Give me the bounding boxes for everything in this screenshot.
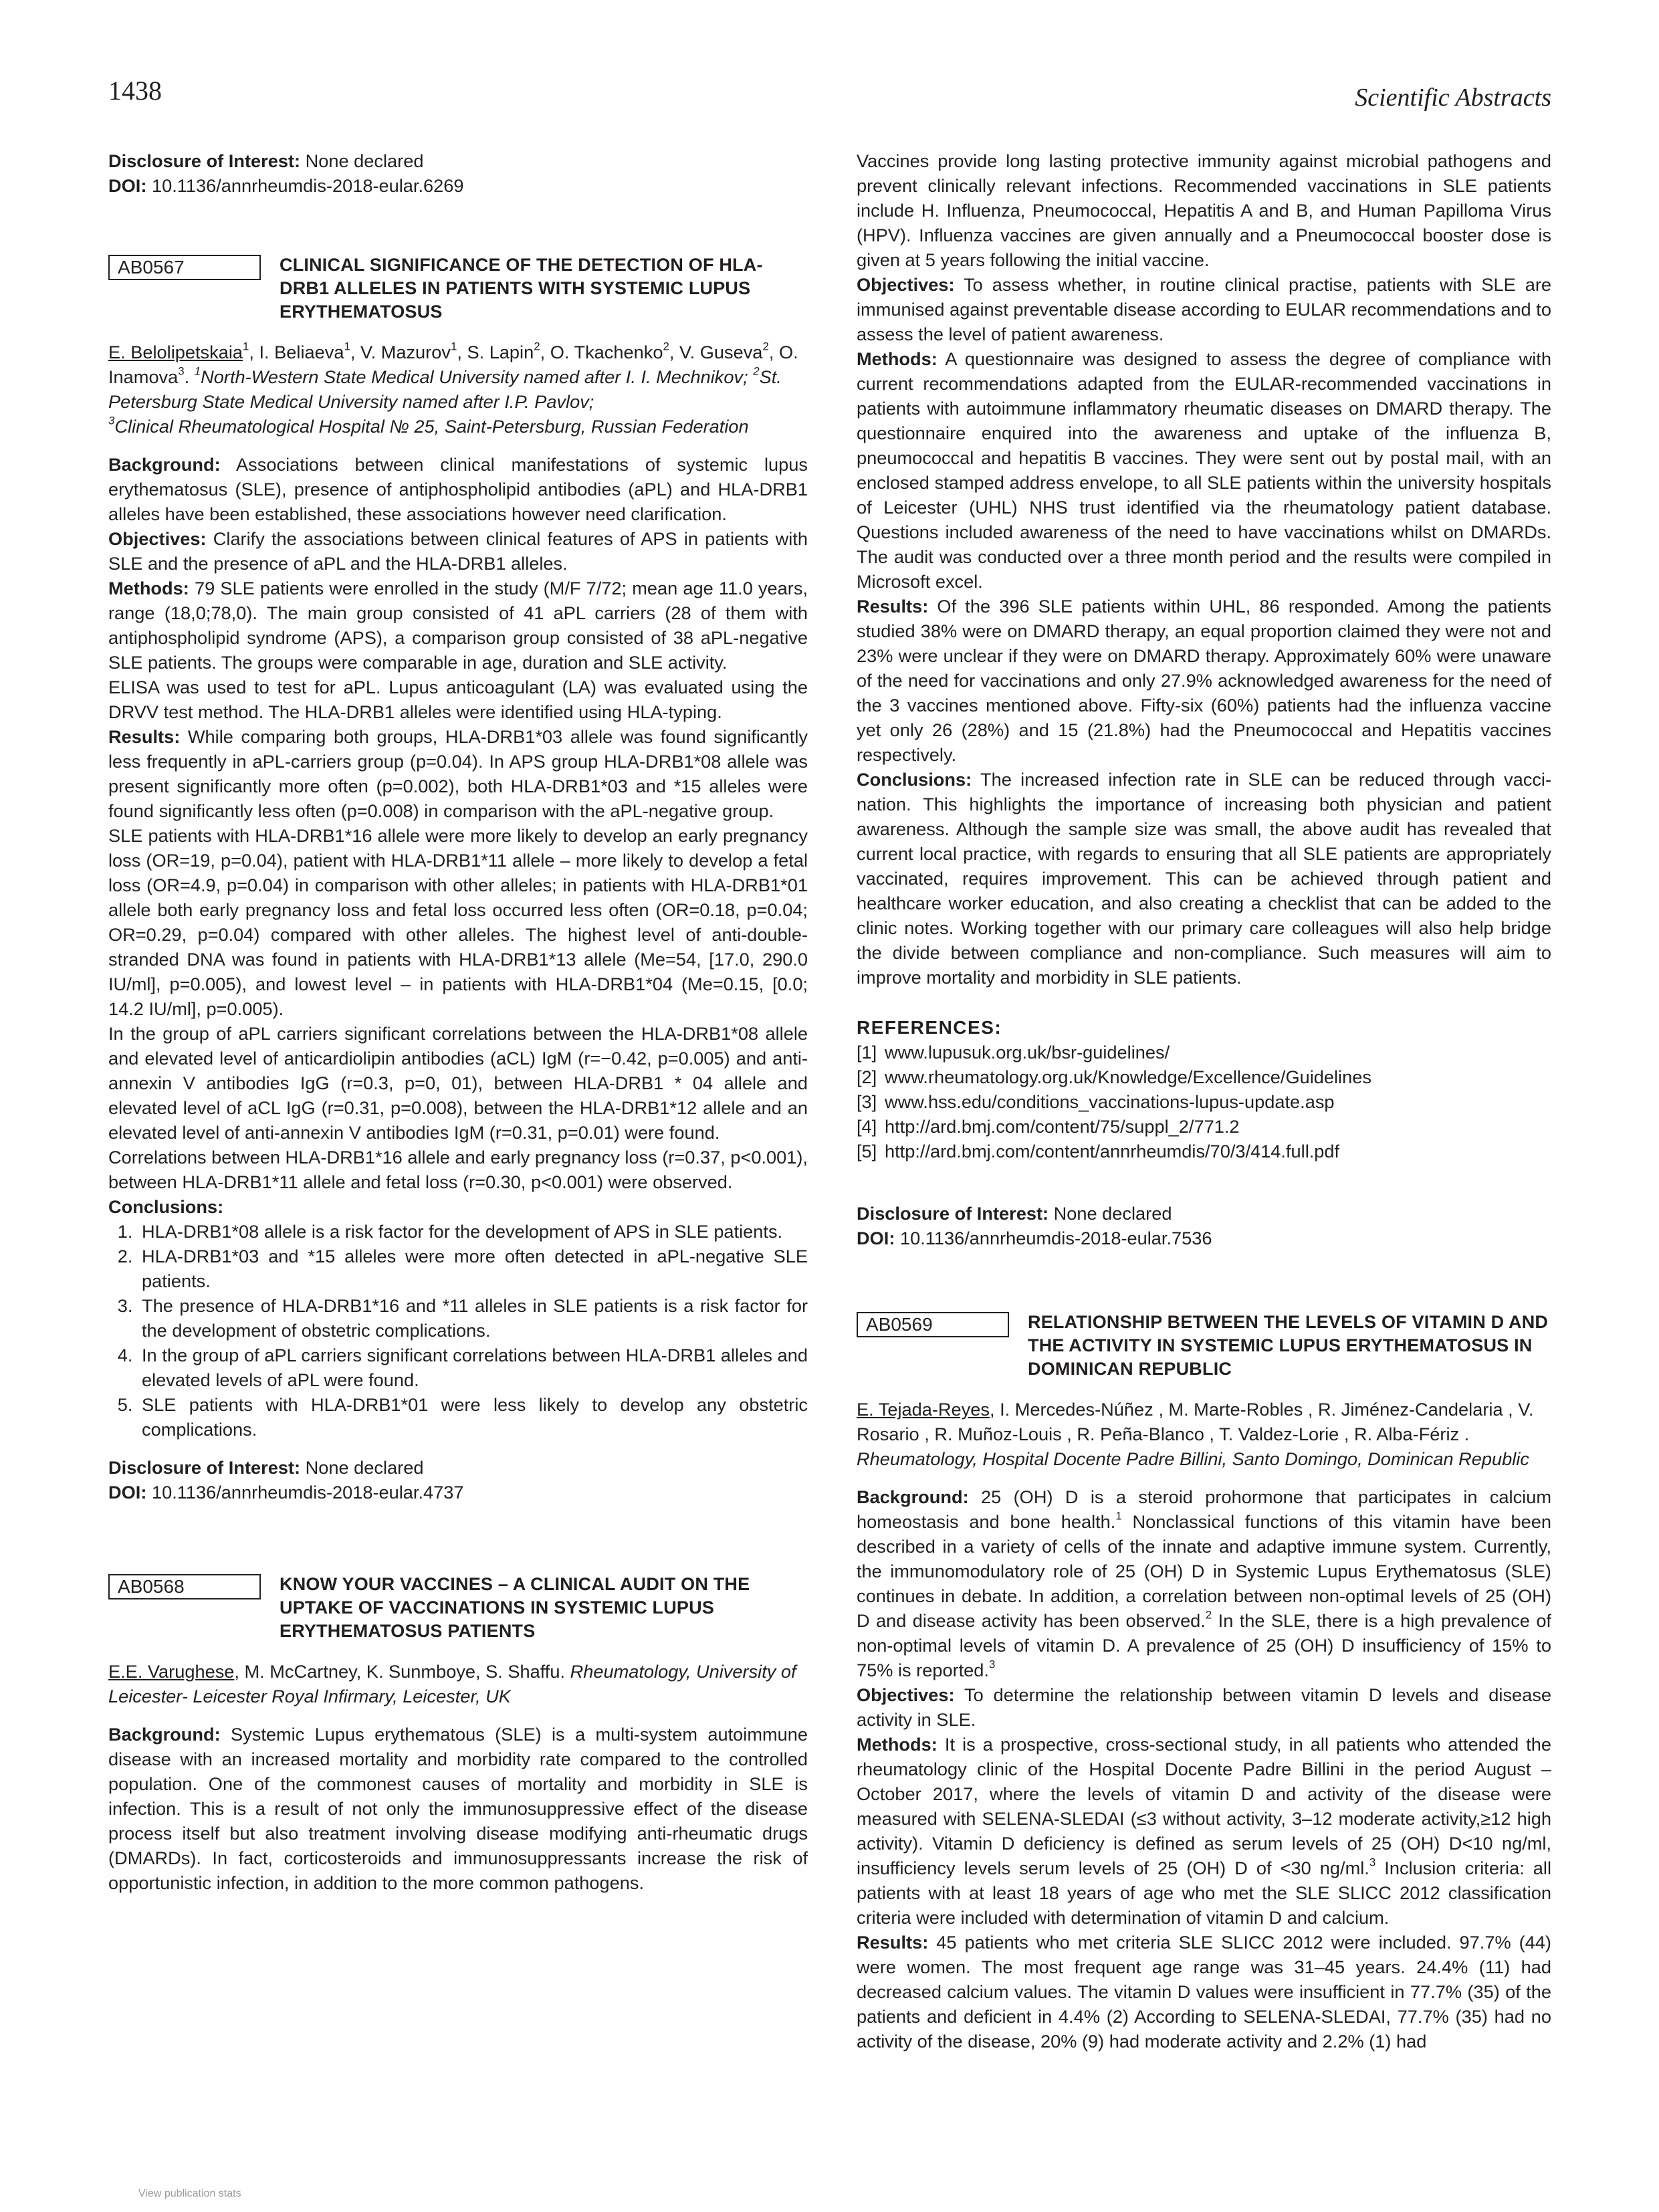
author-list: E. Belolipetskaia$^1$, I. Beliaeva$^1$, V. Mazurov$^1$, S. Lapin$^2$, O. Tkachenko$^2$, V. Guseva$^2$, O. Inamova$^3$. $^1$North-Western State Medical University named after I. I. Mechnikov; $^2$St. Petersburg State Medical University named after I.P. Pavlov; $^3$Clinical Rheumatological Hospital № 25, Saint-Petersburg, Russian Federation	[108, 340, 798, 437]
author-list: E. Tejada-Reyes, I. Mercedes-Núñez , M. Marte-Robles , R. Jiménez-Candelaria , V. Rosario , R. Muñoz-Louis , R. Peña-Blanco , T. Valdez-Lorie , R. Alba-Fériz . Rheumatology, Hospital Docente Padre Billini, Santo Domingo, Dominican Republic	[857, 1399, 1534, 1469]
right-column	[857, 148, 1551, 2054]
prev-disclosure: Disclosure of Interest: None declared	[108, 150, 424, 171]
objectives-section: Objectives: Clarify the associations between clinical features of APS in patients with SLE and the presence of aPL and the HLA-DRB1 alleles.	[108, 528, 808, 574]
doi: DOI: 10.1136/annrheumdis-2018-eular.7536	[857, 1228, 1212, 1248]
methods-paragraph-2: ELISA was used to test for aPL. Lupus anticoagulant (LA) was evaluated using the DRVV test method. The HLA-DRB1 alleles were identified using HLA-typing.	[108, 677, 808, 722]
conclusion-item: 5. SLE patients with HLA-DRB1*01 were less likely to develop any obstetric complications.	[138, 1392, 808, 1442]
background-section: Background: Associations between clinical manifestations of systemic lupus erythematosus (SLE), presence of antiphospholipid antibodies (aPL) and HLA-DRB1 alleles have been established, these associations however need clarification.	[108, 454, 808, 524]
objectives-section: Objectives: To determine the relationship between vitamin D levels and disease activity in SLE.	[857, 1684, 1551, 1730]
abstract-title: CLINICAL SIGNIFICANCE OF THE DETECTION OF HLA-DRB1 ALLELES IN PATIENTS WITH SYSTEMIC LUPUS ERYTHEMATOSUS	[280, 255, 763, 322]
reference-link[interactable]: http://ard.bmj.com/content/75/suppl_2/771.2	[885, 1116, 1240, 1137]
results-section: Results: Of the 396 SLE patients within UHL, 86 responded. Among the patients studied 38% were on DMARD therapy, an equal proportion claimed they were not and 23% were unclear if they were on DMARD therapy. Approximately 60% were unaware of the need for vaccinations and only 27.9% acknowledged awareness for the need of the 3 vaccines mentioned above. Fifty-six (60%) patients had the influenza vaccine yet only 26 (28%) and 15 (21.8%) had the Pneumococcal and Hepatitis vaccines respectively.	[857, 596, 1551, 765]
conclusion-item: 1. HLA-DRB1*08 allele is a risk factor for the development of APS in SLE patients.	[138, 1219, 808, 1244]
affiliations: $^1$North-Western State Medical University named after I. I. Mechnikov; $^2$St. Petersburg State Medical University named after I.P. Pavlov; $^3$Clinical Rheumatological Hospital № 25, Saint-Petersburg, Russian Federation	[108, 364, 782, 437]
abstract-header-ab0569	[857, 1311, 1551, 1381]
disclosure: Disclosure of Interest: None declared	[108, 1457, 424, 1478]
abstract-id: AB0567	[108, 255, 261, 280]
background-section: Background: Systemic Lupus erythematous (SLE) is a multi-system autoimmune disease with an increased mortality and morbidity rate compared to the controlled population. One of the commonest causes of mortality and morbidity in SLE is infection. This is a result of not only the immunosuppressive effect of the disease process itself but also treatment involving disease modifying anti-rheumatic drugs (DMARDs). In fact, corticosteroids and immunosuppressants increase the risk of opportunistic infection, in addition to the more common pathogens.	[108, 1724, 808, 1893]
abstract-title: KNOW YOUR VACCINES – A CLINICAL AUDIT ON THE UPTAKE OF VACCINATIONS IN SYSTEMIC LUPUS ERYTHEMATOSUS PATIENTS	[280, 1574, 750, 1641]
reference-item: [4] http://ard.bmj.com/content/75/suppl_2/771.2	[857, 1114, 1551, 1139]
reference-link[interactable]: www.hss.edu/conditions_vaccinations-lupus-update.asp	[885, 1091, 1335, 1112]
author-list: E.E. Varughese, M. McCartney, K. Sunmboye, S. Shaffu. Rheumatology, University of Leicester- Leicester Royal Infirmary, Leicester, UK	[108, 1661, 796, 1706]
background-paragraph-2: Vaccines provide long lasting protective immunity against microbial pathogens and prevent clinically relevant infections. Recommended vaccinations in SLE patients include H. Influenza, Pneumococcal, Hepatitis A and B, and Human Papilloma Virus (HPV). Influenza vaccines are given annually and a Pneumococcal booster dose is given at 5 years following the initial vaccine.	[857, 150, 1551, 270]
methods-section: Methods: 79 SLE patients were enrolled in the study (M/F 7/72; mean age 11.0 years, range (18,0;78,0). The main group consisted of 41 aPL carriers (28 of them with antiphospholipid syndrome (APS), a comparison group consisted of 38 aPL-negative SLE patients. The groups were comparable in age, duration and SLE activity.	[108, 578, 808, 673]
references-list	[857, 1040, 1551, 1164]
disclosure: Disclosure of Interest: None declared	[857, 1203, 1172, 1224]
conclusion-item: 3. The presence of HLA-DRB1*16 and *11 alleles in SLE patients is a risk factor for the development of obstetric complications.	[138, 1293, 808, 1343]
objectives-section: Objectives: To assess whether, in routine clinical practise, patients with SLE are immunised against preventable disease according to EULAR recommendations and to assess the level of patient awareness.	[857, 274, 1552, 344]
abstract-id: AB0568	[108, 1574, 261, 1599]
view-publication-stats-link[interactable]: View publication stats	[138, 2188, 241, 2199]
left-column	[108, 148, 808, 1895]
running-head: Scientific Abstracts	[1355, 84, 1551, 112]
conclusions-list	[108, 1219, 808, 1442]
methods-section: Methods: It is a prospective, cross-sectional study, in all patients who attended the rheumatology clinic of the Hospital Docente Padre Billini in the period August – October 2017, where the levels of vitamin D and activity of the disease were measured with SELENA-SLEDAI (≤3 without activity, 3–12 moderate activity,≥12 high activity). Vitamin D deficiency is defined as serum levels of 25 (OH) D<10 ng/ml, insufficiency levels serum levels of 25 (OH) D of <30 ng/ml.$^3$ Inclusion criteria: all patients with at least 18 years of age who met the SLE SLICC 2012 classification criteria were included with determination of vitamin D and calcium.	[857, 1734, 1551, 1928]
methods-section: Methods: A questionnaire was designed to assess the degree of compliance with current recommendations adapted from the EULAR-recommended vaccinations in patients with autoimmune inflammatory rheumatic diseases on DMARD therapy. The questionnaire enquired into the awareness and uptake of the influenza B, pneumococcal and hepatitis B vaccines. They were sent out by postal mail, with an enclosed stamped address envelope, to all SLE patients within the university hospitals of Leicester (UHL) NHS trust identified via the rheumatology patient database. Questions included awareness of the need to have vaccinations whilst on DMARDs. The audit was conducted over a three month period and the results were compiled in Microsoft excel.	[857, 348, 1551, 592]
results-section: Results: While comparing both groups, HLA-DRB1*03 allele was found significantly less frequently in aPL-carriers group (p=0.04). In APS group HLA-DRB1*08 allele was present significantly more often (p=0.002), both HLA-DRB1*03 and *15 alleles were found significantly less often (p=0.008) in comparison with the aPL-negative group.	[108, 726, 808, 821]
affiliation: Rheumatology, Hospital Docente Padre Billini, Santo Domingo, Dominican Republic	[857, 1448, 1529, 1469]
abstract-title: RELATIONSHIP BETWEEN THE LEVELS OF VITAMIN D AND THE ACTIVITY IN SYSTEMIC LUPUS ERYTHEMATOSUS IN DOMINICAN REPUBLIC	[1028, 1312, 1549, 1379]
abstract-header-ab0568	[108, 1573, 808, 1643]
references-heading: REFERENCES:	[857, 1017, 1002, 1038]
doi-link[interactable]: 10.1136/annrheumdis-2018-eular.4737	[151, 1482, 464, 1503]
abstract-id: AB0569	[857, 1312, 1009, 1337]
prev-doi: DOI: 10.1136/annrheumdis-2018-eular.6269	[108, 175, 464, 196]
results-section: Results: 45 patients who met criteria SLE SLICC 2012 were included. 97.7% (44) were women. The most frequent age range was 31–45 years. 24.4% (11) had decreased calcium values. The vitamin D values were insufficient in 77.7% (35) of the patients and deficient in 4.4% (2) According to SELENA-SLEDAI, 77.7% (35) had no activity of the disease, 20% (9) had moderate activity and 2.2% (1) had	[857, 1932, 1551, 2052]
conclusions-heading: Conclusions:	[108, 1196, 224, 1217]
doi-link[interactable]: 10.1136/annrheumdis-2018-eular.7536	[899, 1228, 1212, 1248]
doi: DOI: 10.1136/annrheumdis-2018-eular.4737	[108, 1482, 464, 1503]
reference-item: [2] www.rheumatology.org.uk/Knowledge/Excellence/Guidelines	[857, 1065, 1551, 1089]
affiliation: Rheumatology, University of Leicester- Leicester Royal Infirmary, Leicester, UK	[108, 1661, 796, 1706]
results-paragraph-4: Correlations between HLA-DRB1*16 allele and early pregnancy loss (r=0.37, p<0.001), between HLA-DRB1*11 allele and fetal loss (r=0.30, p<0.001) were observed.	[108, 1147, 808, 1192]
results-paragraph-3: In the group of aPL carriers significant correlations between the HLA-DRB1*08 allele and elevated level of anticardiolipin antibodies (aCL) IgM (r=−0.42, p=0.005) and anti-annexin V antibodies IgG (r=0.3, p=0, 01), between HLA-DRB1 * 04 allele and elevated level of aCL IgG (r=0.31, p=0.008), between the HLA-DRB1*12 allele and an elevated level of anti-annexin V antibodies IgM (r=0.31, p=0.01) were found.	[108, 1023, 808, 1143]
results-paragraph-2: SLE patients with HLA-DRB1*16 allele were more likely to develop an early pregnancy loss (OR=19, p=0.04), patient with HLA-DRB1*11 allele – more likely to develop a fetal loss (OR=4.9, p=0.04) in comparison with other alleles; in patients with HLA-DRB1*01 allele both early pregnancy loss and fetal loss occurred less often (OR=0.18, p=0.04; OR=0.29, p=0.04) compared with other alleles. The highest level of anti-double-stranded DNA was found in patients with HLA-DRB1*13 allele (Me=54, [17.0, 290.0 IU/ml], p=0.005), and lowest level – in patients with HLA-DRB1*04 (Me=0.15, [0.0; 14.2 IU/ml], p=0.005).	[108, 825, 808, 1019]
reference-link[interactable]: www.rheumatology.org.uk/Knowledge/Excellence/Guidelines	[885, 1067, 1371, 1087]
reference-item: [1] www.lupusuk.org.uk/bsr-guidelines/	[857, 1040, 1551, 1065]
reference-link[interactable]: www.lupusuk.org.uk/bsr-guidelines/	[885, 1042, 1170, 1063]
conclusions-section: Conclusions: The increased infection rate in SLE can be reduced through vaccination. This highlights the importance of increasing both physician and patient awareness. Although the sample size was small, the above audit has revealed that current local practice, with regards to ensuring that all SLE patients are appropriately vaccinated, requires improvement. This can be achieved through patient and healthcare worker education, and also creating a checklist that can be added to the clinic notes. Working together with our primary care colleagues will also help bridge the divide between compliance and non-compliance. Such measures will aim to improve mortality and morbidity in SLE patients.	[857, 769, 1552, 988]
page-number: 1438	[108, 76, 162, 106]
abstract-header-ab0567	[108, 253, 808, 324]
reference-item: [3] www.hss.edu/conditions_vaccinations-lupus-update.asp	[857, 1089, 1551, 1114]
conclusion-item: 2. HLA-DRB1*03 and *15 alleles were more often detected in aPL-negative SLE patients.	[138, 1244, 808, 1293]
conclusion-item: 4. In the group of aPL carriers significant correlations between HLA-DRB1 alleles and elevated levels of aPL were found.	[138, 1343, 808, 1392]
reference-item: [5] http://ard.bmj.com/content/annrheumdis/70/3/414.full.pdf	[857, 1139, 1551, 1164]
background-section: Background: 25 (OH) D is a steroid prohormone that participates in calcium homeostasis and bone health.$^1$ Nonclassical functions of this vitamin have been described in a variety of cells of the innate and adaptive immune system. Currently, the immunomodulatory role of 25 (OH) D in Systemic Lupus Erythematosus (SLE) continues in debate. In addition, a correlation between non-optimal levels of 25 (OH) D and disease activity has been observed.$^2$ In the SLE, there is a high prevalence of non-optimal levels of vitamin D. A prevalence of 25 (OH) D insufficiency of 15% to 75% is reported.$^3$	[857, 1486, 1551, 1680]
reference-link[interactable]: http://ard.bmj.com/content/annrheumdis/70/3/414.full.pdf	[885, 1141, 1340, 1162]
